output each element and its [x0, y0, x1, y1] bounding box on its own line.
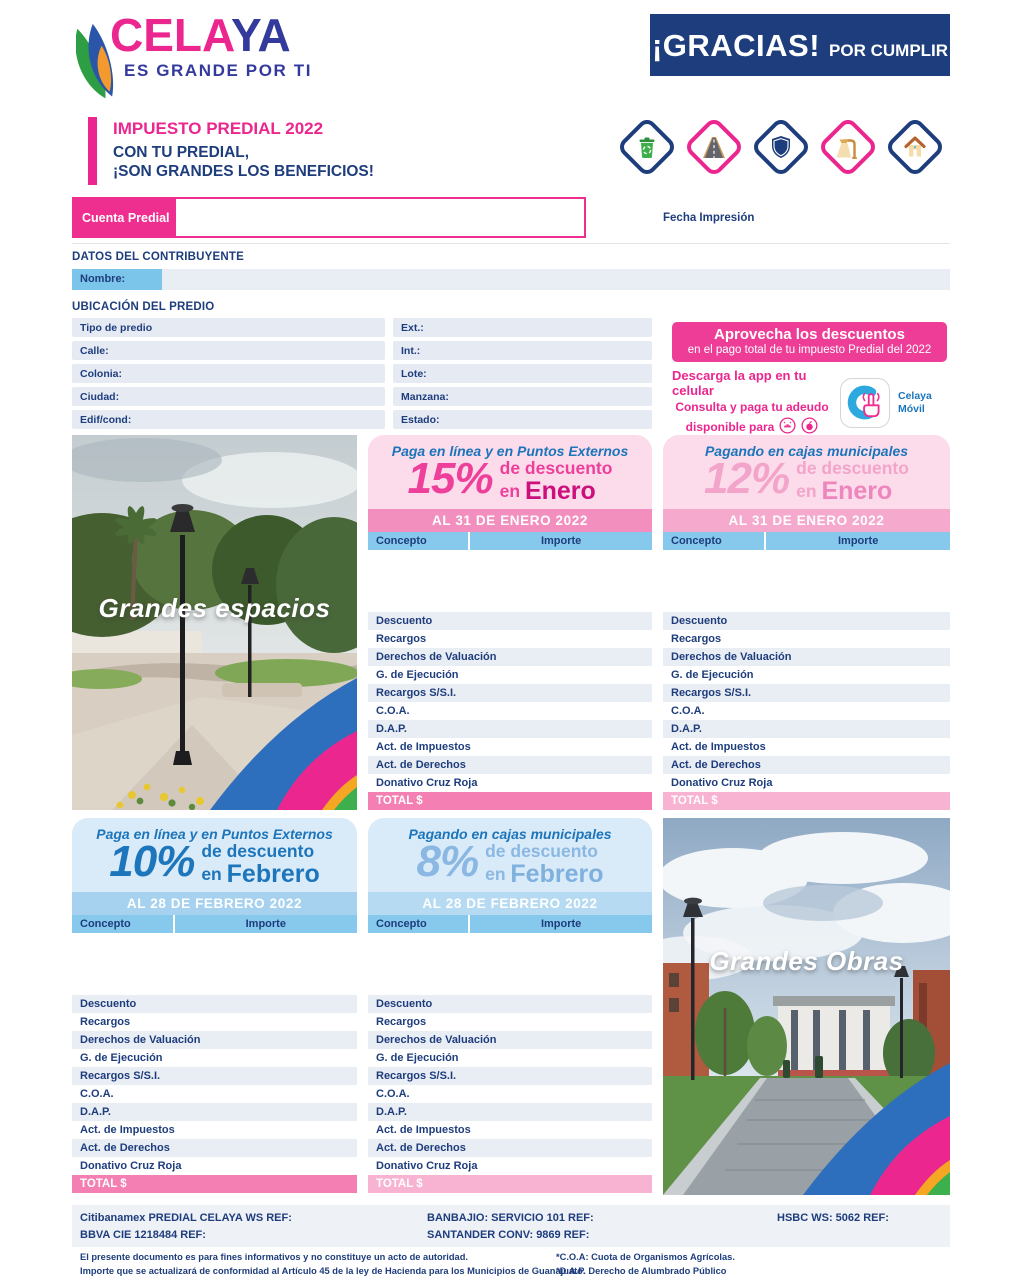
bank-ref-bbva: BBVA CIE 1218484 REF: [80, 1229, 206, 1241]
col-importe: Importe [837, 534, 879, 547]
name-row [72, 269, 950, 290]
discount-desc: de descuento [201, 841, 315, 861]
print-date-label: Fecha Impresión [663, 212, 755, 224]
col-importe: Importe [245, 917, 286, 930]
road-icon [700, 133, 728, 161]
android-icon [779, 417, 796, 437]
concept-row: Recargos S/S.I. [72, 1067, 357, 1085]
concept-row: G. de Ejecución [671, 668, 754, 681]
discount-percent: 15% [407, 454, 493, 503]
diamond-recycle [616, 112, 678, 182]
concept-row: D.A.P. [72, 1103, 357, 1121]
property-field: Lote: [393, 364, 652, 383]
legal-line1: El presente documento es para fines informativos y no constituye un acto de autoridad. [80, 1252, 468, 1262]
diamond-streetlight [817, 112, 879, 182]
logo-wordmark: CELAYA [110, 9, 291, 61]
concept-row: D.A.P. [663, 720, 950, 738]
diamond-housing [884, 112, 946, 182]
discount-promo: Paga en línea y en Puntos Externos 15% de descuento en Enero [368, 435, 652, 509]
legal-line2: Importe que se actualizará de conformidad al Artículo 45 de la ley de Hacienda para los Municipios de Guanajuato. [80, 1265, 586, 1276]
discount-promo: Pagando en cajas municipales 12% de descuento en Enero [663, 435, 950, 509]
concept-row: Derechos de Valuación [663, 648, 950, 666]
concept-row: G. de Ejecución [376, 668, 459, 681]
diamond-road [683, 112, 745, 182]
celaya-logo [78, 9, 378, 104]
concept-row: C.O.A. [671, 704, 705, 717]
property-field: Tipo de predio [72, 318, 385, 337]
account-row [72, 197, 586, 238]
discount-percent: 8% [416, 837, 479, 886]
property-fields [72, 318, 652, 433]
col-concepto: Concepto [663, 532, 766, 550]
discount-promo-banner [672, 322, 947, 362]
discount-channel: Paga en línea y en Puntos Externos [391, 443, 629, 459]
concept-row: Act. de Impuestos [671, 740, 766, 753]
promo-banner-title: Aprovecha los descuentos [714, 326, 905, 343]
celaya-movil-app-icon [840, 378, 890, 428]
col-concepto: Concepto [368, 532, 470, 550]
discount-month: Febrero [510, 859, 604, 888]
table-header [368, 532, 652, 550]
logo-tagline: ES GRANDE POR TI [124, 61, 313, 80]
name-label: Nombre: [72, 269, 162, 290]
concept-row: G. de Ejecución [80, 1051, 163, 1064]
discount-card-enero-online [368, 435, 652, 810]
document-title [88, 117, 374, 185]
concept-row: Recargos [671, 632, 722, 645]
promo-banner-subtitle: en el pago total de tu impuesto Predial del 2022 [687, 344, 932, 356]
discount-channel: Pagando en cajas municipales [408, 826, 612, 842]
bank-references [72, 1205, 950, 1247]
bank-ref-banbajio: BANBAJIO: SERVICIO 101 REF: [427, 1212, 594, 1224]
concept-row: G. de Ejecución [376, 1051, 459, 1064]
concept-row: Donativo Cruz Roja [376, 776, 478, 789]
app-line3: disponible para [685, 420, 775, 434]
discount-month: Febrero [226, 859, 320, 888]
total-row: TOTAL $ [368, 792, 652, 810]
table-header [368, 915, 652, 933]
discount-deadline: AL 28 DE FEBRERO 2022 [72, 892, 357, 915]
footnote-coa: *C.O.A: Cuota de Organismos Agrícolas. [556, 1252, 735, 1262]
bank-ref-hsbc: HSBC WS: 5062 REF: [777, 1212, 889, 1224]
concept-row: Donativo Cruz Roja [80, 1159, 182, 1172]
discount-desc: de descuento [796, 458, 909, 478]
concept-row: Act. de Impuestos [80, 1123, 175, 1136]
property-field: Int.: [393, 341, 652, 360]
concept-row: Act. de Impuestos [376, 1123, 471, 1136]
photo-grandes-obras [663, 818, 950, 1195]
discount-desc: de descuento [499, 458, 613, 478]
concept-row: Descuento [663, 612, 950, 630]
concept-row: Act. de Derechos [663, 756, 950, 774]
discount-deadline: AL 28 DE FEBRERO 2022 [368, 892, 652, 915]
concept-row: Derechos de Valuación [368, 1031, 652, 1049]
concept-row: Donativo Cruz Roja [376, 1159, 478, 1172]
property-field: Ciudad: [72, 387, 385, 406]
photo-grandes-espacios [72, 435, 357, 810]
discount-percent: 10% [109, 837, 195, 886]
discount-deadline: AL 31 DE ENERO 2022 [368, 509, 652, 532]
discount-desc: de descuento [485, 841, 598, 861]
mobile-app-block [672, 368, 950, 437]
recycle-bin-icon [633, 133, 661, 161]
concept-row: Descuento [368, 995, 652, 1013]
discount-card-febrero-online [72, 818, 357, 1193]
property-field: Estado: [393, 410, 652, 429]
thanks-sub: POR CUMPLIR [829, 41, 949, 60]
discount-channel: Pagando en cajas municipales [704, 443, 909, 459]
property-section-title: UBICACIÓN DEL PREDIO [72, 301, 215, 313]
title-line3: ¡SON GRANDES LOS BENEFICIOS! [113, 163, 374, 181]
security-shield-icon [767, 133, 795, 161]
footnote-dap: *D.A.P. Derecho de Alumbrado Público [556, 1265, 727, 1276]
concept-row: Descuento [72, 995, 357, 1013]
concept-row: C.O.A. [376, 1087, 410, 1100]
name-value-bar [162, 269, 950, 290]
thanks-headline: ¡GRACIAS! [651, 28, 821, 63]
total-row: TOTAL $ [368, 1175, 652, 1193]
discount-deadline: AL 31 DE ENERO 2022 [663, 509, 950, 532]
concept-row: Recargos [80, 1015, 131, 1028]
discount-card-enero-cajas [663, 435, 950, 810]
col-concepto: Concepto [72, 915, 175, 933]
title-line1: IMPUESTO PREDIAL 2022 [113, 119, 324, 138]
total-row: TOTAL $ [72, 1175, 357, 1193]
photo-caption: Grandes espacios [98, 593, 331, 623]
concept-row: Donativo Cruz Roja [671, 776, 773, 789]
thanks-banner [650, 14, 950, 76]
diamond-security [750, 112, 812, 182]
concept-row: Descuento [368, 612, 652, 630]
concept-row: Recargos [376, 1015, 427, 1028]
concept-row: Act. de Derechos [72, 1139, 357, 1157]
concept-row: Derechos de Valuación [72, 1031, 357, 1049]
concept-row: Act. de Derechos [368, 1139, 652, 1157]
concept-row: D.A.P. [368, 1103, 652, 1121]
concept-row: C.O.A. [376, 704, 410, 717]
concept-row: Recargos [376, 632, 427, 645]
concept-row: Act. de Derechos [368, 756, 652, 774]
col-importe: Importe [540, 534, 582, 547]
footnotes [556, 1251, 735, 1278]
discount-month: Enero [821, 476, 893, 505]
concept-row: Derechos de Valuación [368, 648, 652, 666]
house-icon [901, 133, 929, 161]
property-field: Colonia: [72, 364, 385, 383]
concept-row: D.A.P. [368, 720, 652, 738]
property-field: Ext.: [393, 318, 652, 337]
app-line2: Consulta y paga tu adeudo [675, 400, 829, 414]
apple-icon [801, 417, 818, 437]
property-field: Manzana: [393, 387, 652, 406]
concept-row: Act. de Impuestos [376, 740, 471, 753]
service-icons-row [616, 112, 946, 182]
discount-promo: Pagando en cajas municipales 8% de descuento en Febrero [368, 818, 652, 892]
property-field: Calle: [72, 341, 385, 360]
total-row: TOTAL $ [663, 792, 950, 810]
app-name: Celaya Móvil [898, 389, 932, 415]
account-value-box [174, 197, 586, 238]
photo-caption: Grandes Obras [709, 946, 904, 976]
concept-row: Recargos S/S.I. [368, 684, 652, 702]
table-header [72, 915, 357, 933]
discount-channel: Paga en línea y en Puntos Externos [96, 826, 333, 842]
taxpayer-section-title: DATOS DEL CONTRIBUYENTE [72, 251, 245, 263]
table-header [663, 532, 950, 550]
discount-month: Enero [524, 476, 596, 505]
discount-promo: Paga en línea y en Puntos Externos 10% de descuento en Febrero [72, 818, 357, 892]
divider [72, 243, 950, 244]
discount-card-febrero-cajas [368, 818, 652, 1193]
legal-text [80, 1251, 585, 1278]
bank-ref-santander: SANTANDER CONV: 9869 REF: [427, 1229, 590, 1241]
col-concepto: Concepto [368, 915, 470, 933]
property-field: Edif/cond: [72, 410, 385, 429]
concept-row: Recargos S/S.I. [663, 684, 950, 702]
discount-percent: 12% [704, 454, 790, 503]
concept-row: C.O.A. [80, 1087, 114, 1100]
concept-row: Recargos S/S.I. [368, 1067, 652, 1085]
account-label: Cuenta Predial [72, 197, 174, 238]
street-lamp-icon [834, 133, 862, 161]
title-line2: CON TU PREDIAL, [113, 144, 250, 161]
bank-ref-citibanamex: Citibanamex PREDIAL CELAYA WS REF: [80, 1212, 292, 1224]
col-importe: Importe [540, 917, 582, 930]
app-line1: Descarga la app en tu celular [672, 368, 807, 398]
